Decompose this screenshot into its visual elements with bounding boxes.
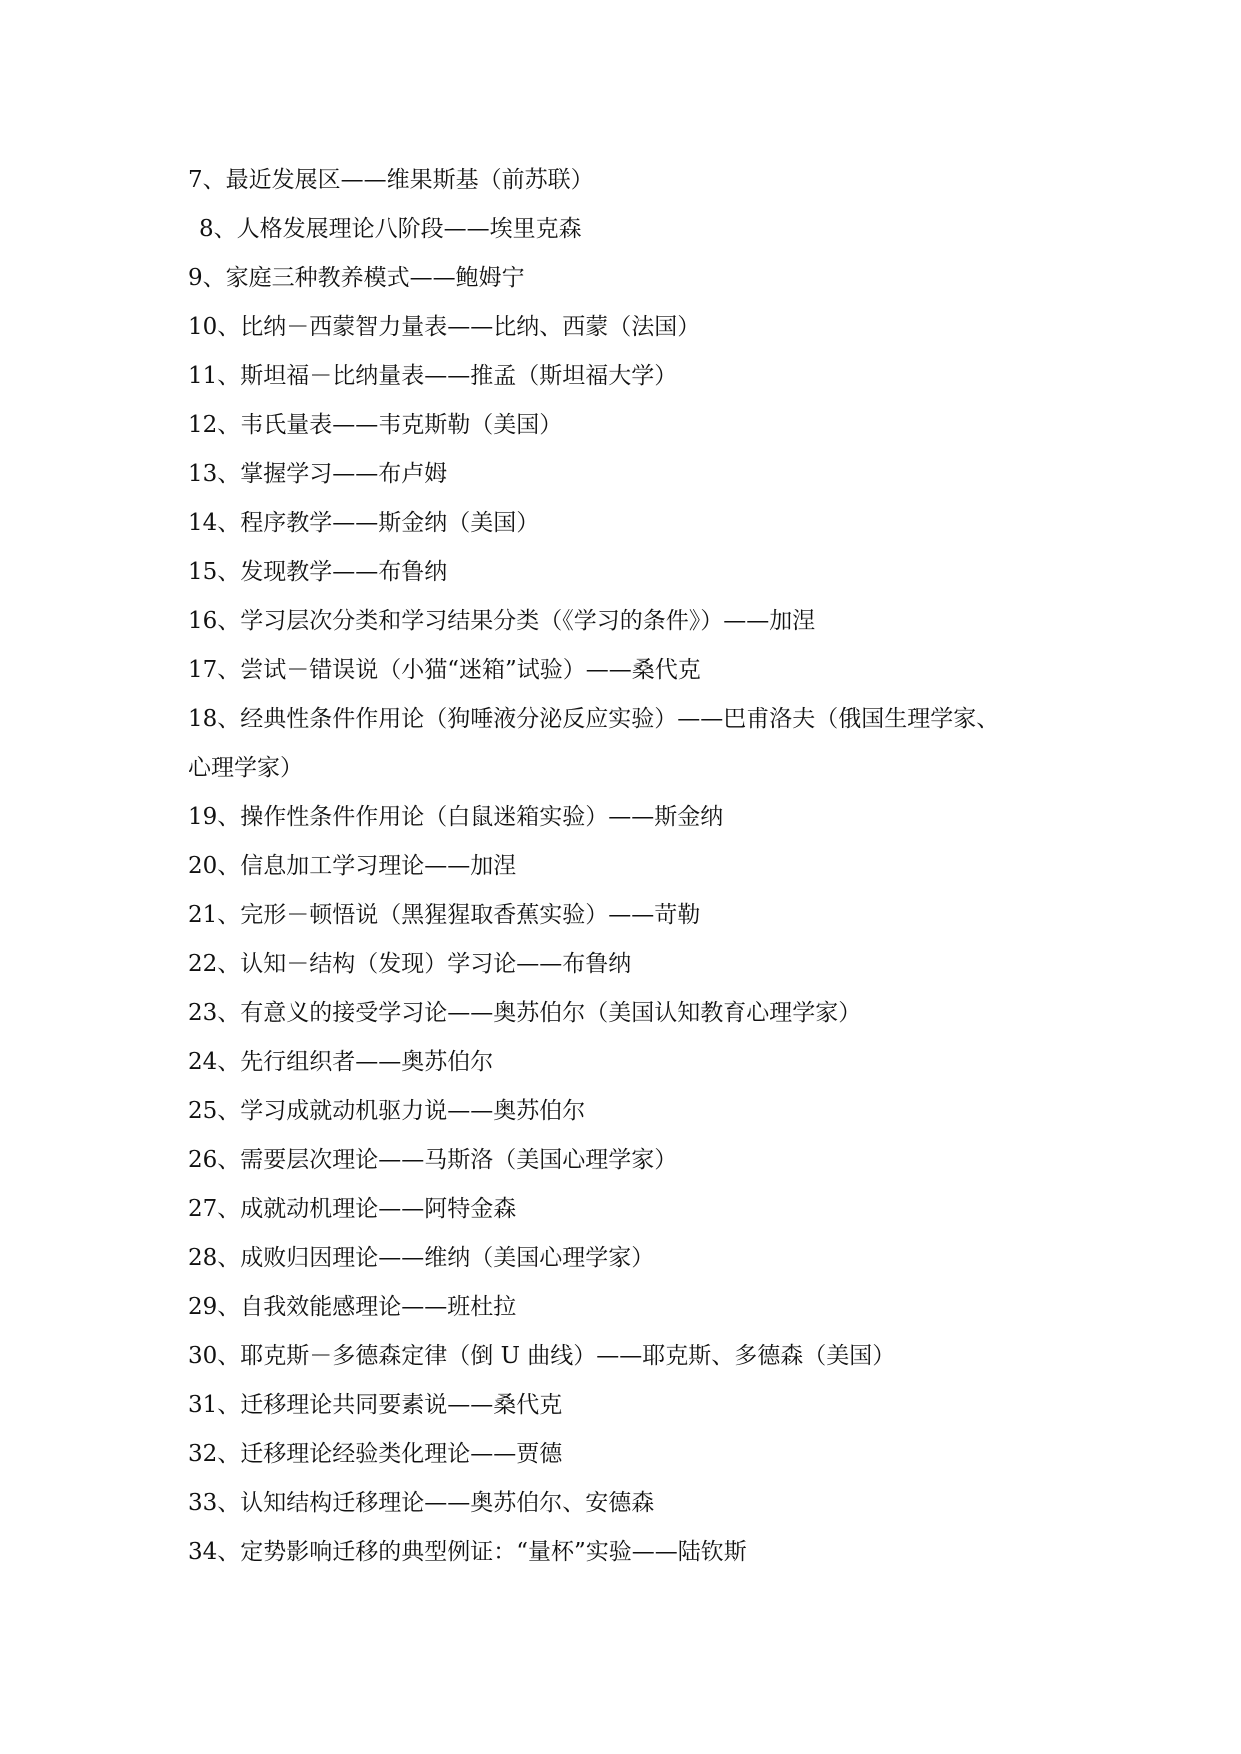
theory-list bbox=[188, 156, 1088, 1577]
list-item: 23、有意义的接受学习论——奥苏伯尔（美国认知教育心理学家） bbox=[188, 1000, 862, 1026]
list-item: 9、家庭三种教养模式——鲍姆宁 bbox=[188, 265, 525, 291]
list-item: 13、掌握学习——布卢姆 bbox=[188, 461, 448, 487]
list-item: 24、先行组织者——奥苏伯尔 bbox=[188, 1049, 494, 1075]
list-item: 22、认知－结构（发现）学习论——布鲁纳 bbox=[188, 951, 632, 977]
list-item: 15、发现教学——布鲁纳 bbox=[188, 559, 448, 585]
list-item: 28、成败归因理论——维纳（美国心理学家） bbox=[188, 1245, 655, 1271]
list-item: 10、比纳－西蒙智力量表——比纳、西蒙（法国） bbox=[188, 314, 701, 340]
list-item: 7、最近发展区——维果斯基（前苏联） bbox=[188, 167, 594, 193]
list-item: 18、经典性条件作用论（狗唾液分泌反应实验）——巴甫洛夫（俄国生理学家、 bbox=[188, 706, 1000, 732]
list-item: 26、需要层次理论——马斯洛（美国心理学家） bbox=[188, 1147, 678, 1173]
list-item: 29、自我效能感理论——班杜拉 bbox=[188, 1294, 517, 1320]
list-item: 16、学习层次分类和学习结果分类（《学习的条件》）——加涅 bbox=[188, 608, 816, 634]
list-item-continuation: 心理学家） bbox=[188, 755, 303, 781]
list-item: 20、信息加工学习理论——加涅 bbox=[188, 853, 517, 879]
list-item: 11、斯坦福－比纳量表——推孟（斯坦福大学） bbox=[188, 363, 678, 389]
list-item: 25、学习成就动机驱力说——奥苏伯尔 bbox=[188, 1098, 586, 1124]
list-item: 27、成就动机理论——阿特金森 bbox=[188, 1196, 517, 1222]
list-item: 17、尝试－错误说（小猫“迷箱”试验）——桑代克 bbox=[188, 657, 701, 683]
list-item: 19、操作性条件作用论（白鼠迷箱实验）——斯金纳 bbox=[188, 804, 724, 830]
list-item: 34、定势影响迁移的典型例证：“量杯”实验——陆钦斯 bbox=[188, 1539, 747, 1565]
list-item: 12、韦氏量表——韦克斯勒（美国） bbox=[188, 412, 563, 438]
list-item: 30、耶克斯－多德森定律（倒 U 曲线）——耶克斯、多德森（美国） bbox=[188, 1343, 896, 1369]
list-item: 31、迁移理论共同要素说——桑代克 bbox=[188, 1392, 563, 1418]
list-item: 33、认知结构迁移理论——奥苏伯尔、安德森 bbox=[188, 1490, 655, 1516]
list-item: 8、人格发展理论八阶段——埃里克森 bbox=[199, 216, 582, 242]
list-item: 14、程序教学——斯金纳（美国） bbox=[188, 510, 540, 536]
list-item: 21、完形－顿悟说（黑猩猩取香蕉实验）——苛勒 bbox=[188, 902, 701, 928]
list-item: 32、迁移理论经验类化理论——贾德 bbox=[188, 1441, 563, 1467]
